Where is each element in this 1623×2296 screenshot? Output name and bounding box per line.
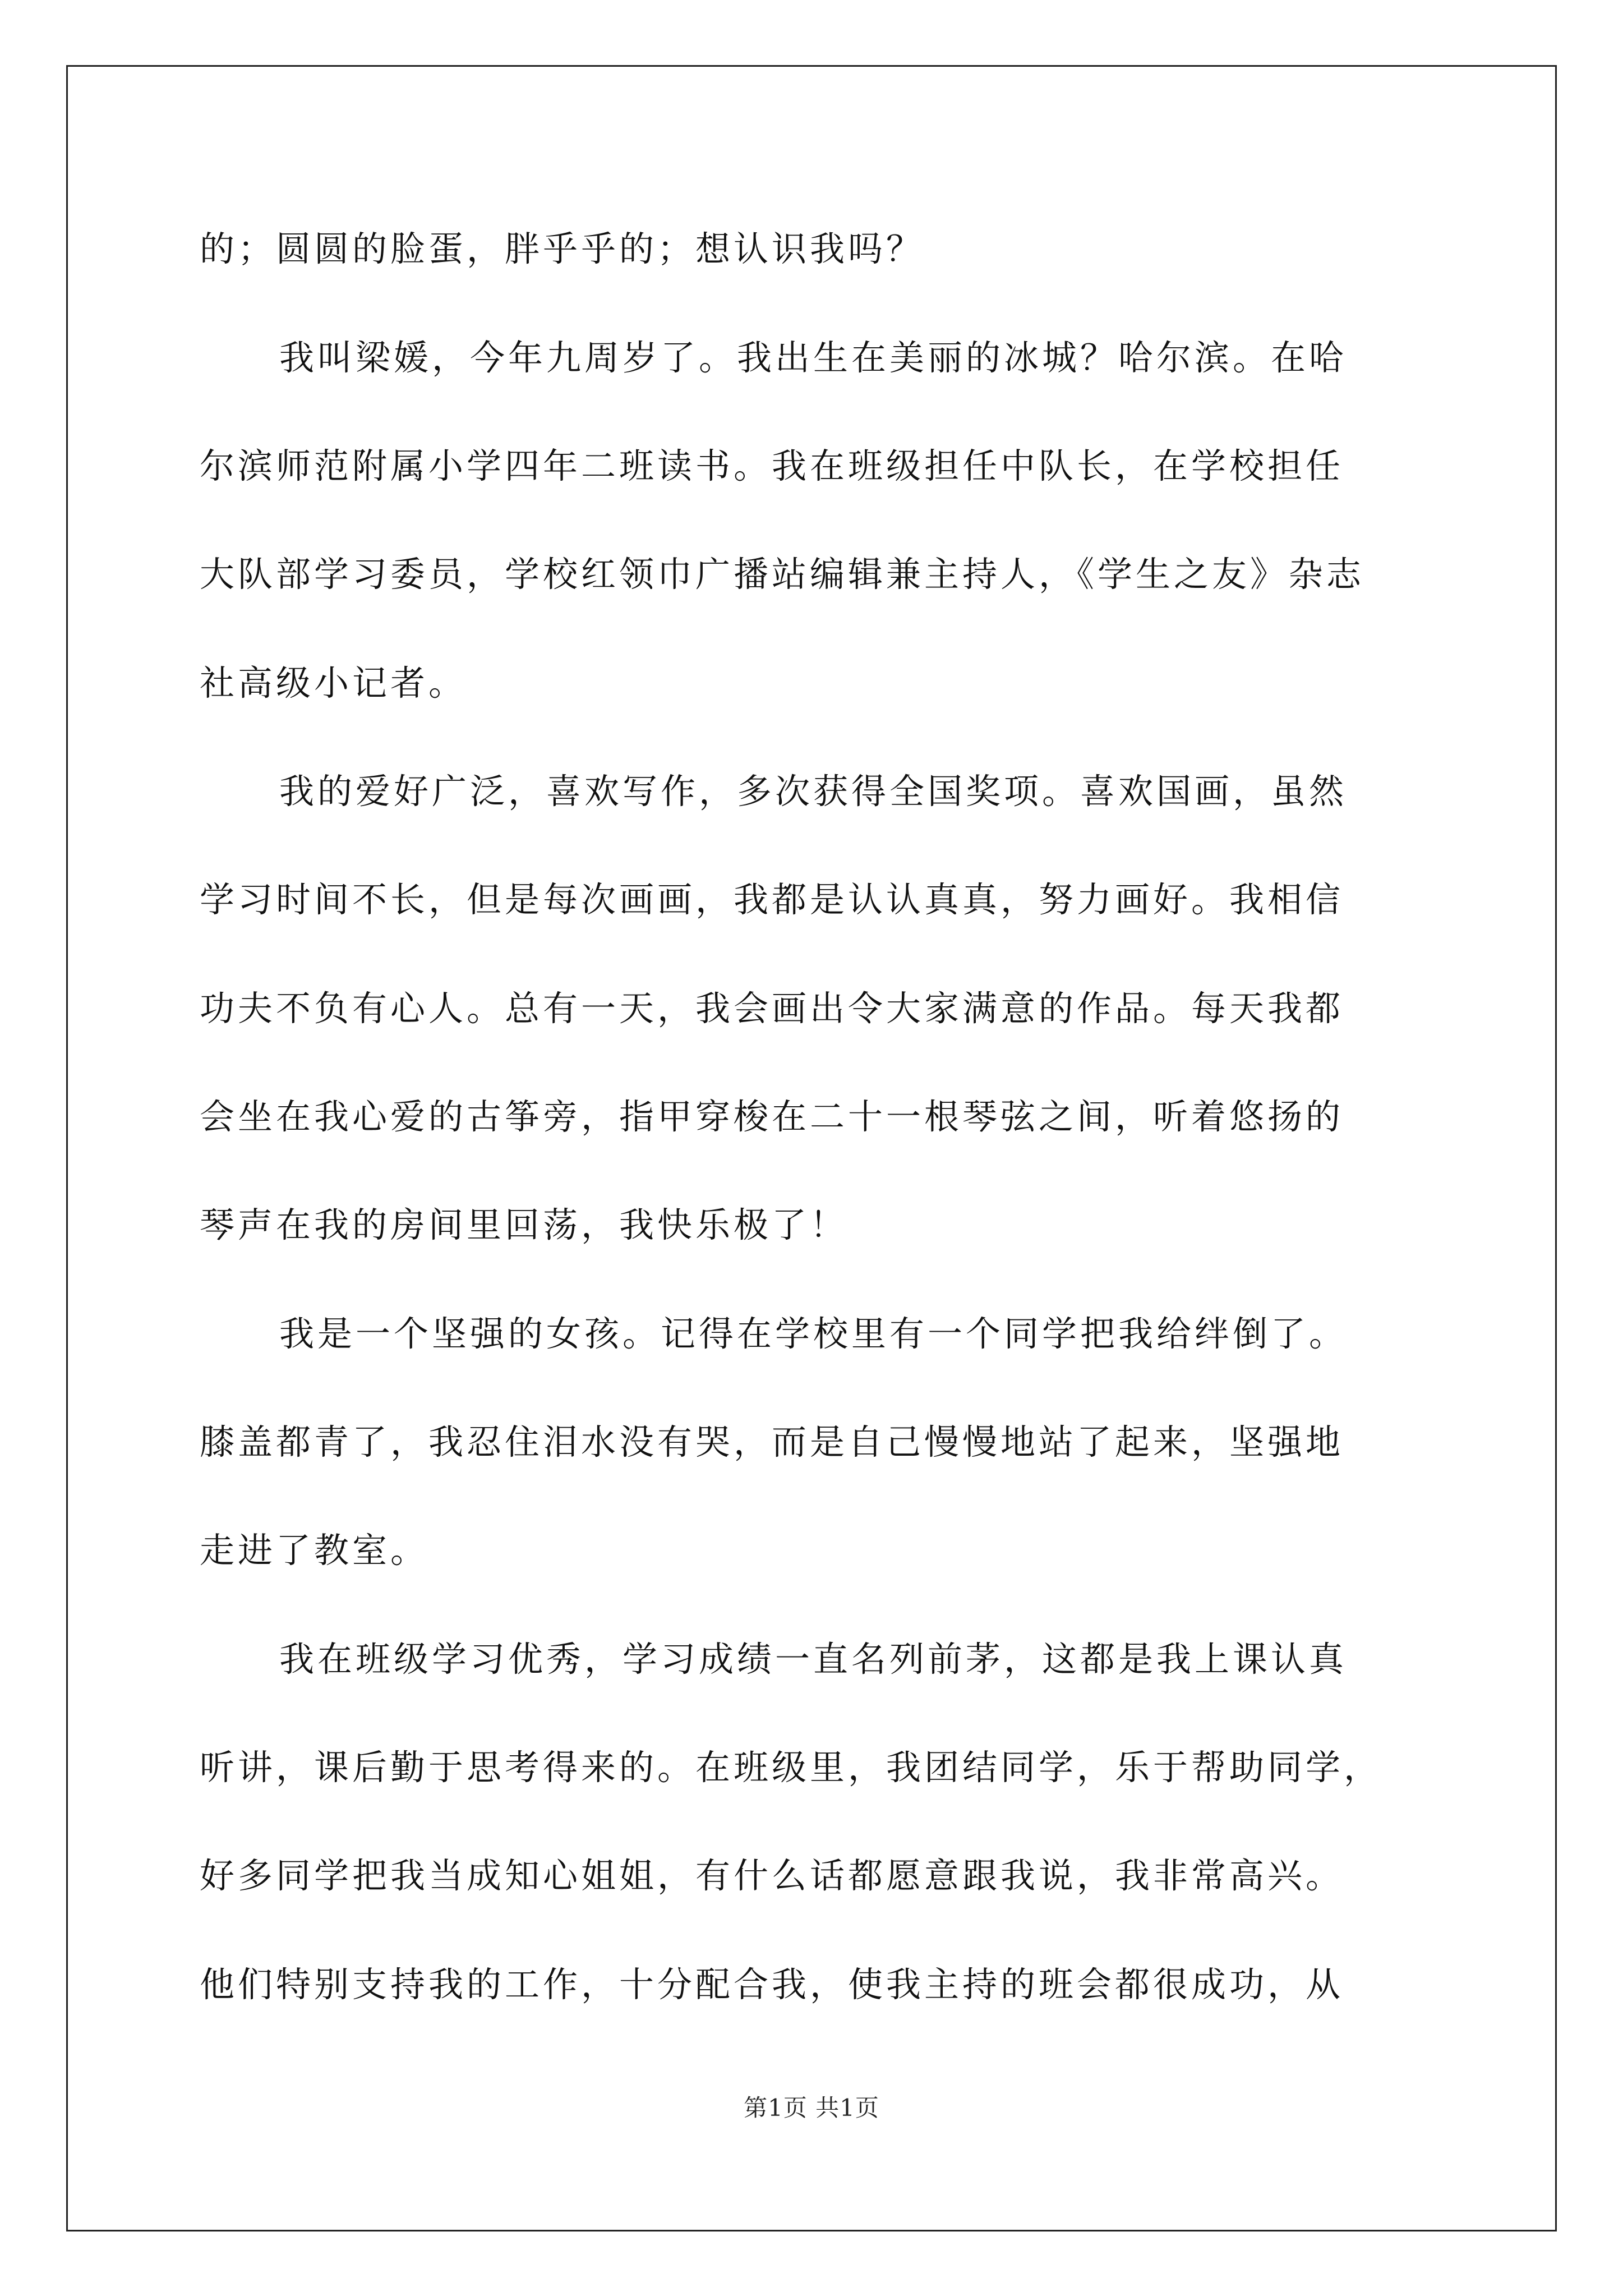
body-text-line: 走进了教室。	[200, 1530, 429, 1571]
body-text-line: 的；圆圆的脸蛋，胖乎乎的；想认识我吗？	[200, 228, 925, 269]
body-text-line: 膝盖都青了，我忍住泪水没有哭，而是自己慢慢地站了起来，坚强地	[200, 1421, 1344, 1462]
body-text-line: 他们特别支持我的工作，十分配合我，使我主持的班会都很成功，从	[200, 1964, 1344, 2005]
body-text-line: 学习时间不长，但是每次画画，我都是认认真真，努力画好。我相信	[200, 879, 1344, 920]
body-text-line: 听讲，课后勤于思考得来的。在班级里，我团结同学，乐于帮助同学，	[200, 1747, 1382, 1788]
page-border	[66, 65, 1557, 2231]
body-text-line: 我在班级学习优秀，学习成绩一直名列前茅，这都是我上课认真	[279, 1639, 1348, 1680]
body-text-line: 功夫不负有心人。总有一天，我会画出令大家满意的作品。每天我都	[200, 988, 1344, 1029]
body-text-line: 我的爱好广泛，喜欢写作，多次获得全国奖项。喜欢国画，虽然	[279, 771, 1348, 812]
body-text-line: 我叫梁媛，今年九周岁了。我出生在美丽的冰城？哈尔滨。在哈	[279, 337, 1348, 378]
body-text-line: 好多同学把我当成知心姐姐，有什么话都愿意跟我说，我非常高兴。	[200, 1855, 1344, 1896]
body-text-line: 我是一个坚强的女孩。记得在学校里有一个同学把我给绊倒了。	[279, 1313, 1348, 1354]
body-text-line: 会坐在我心爱的古筝旁，指甲穿梭在二十一根琴弦之间，听着悠扬的	[200, 1096, 1344, 1137]
page-footer: 第1页 共1页	[744, 2094, 879, 2122]
body-text-line: 琴声在我的房间里回荡，我快乐极了！	[200, 1204, 849, 1245]
body-text-line: 大队部学习委员，学校红领巾广播站编辑兼主持人，《学生之友》杂志	[200, 554, 1365, 595]
body-text-line: 社高级小记者。	[200, 662, 467, 703]
body-text-line: 尔滨师范附属小学四年二班读书。我在班级担任中队长，在学校担任	[200, 445, 1344, 486]
